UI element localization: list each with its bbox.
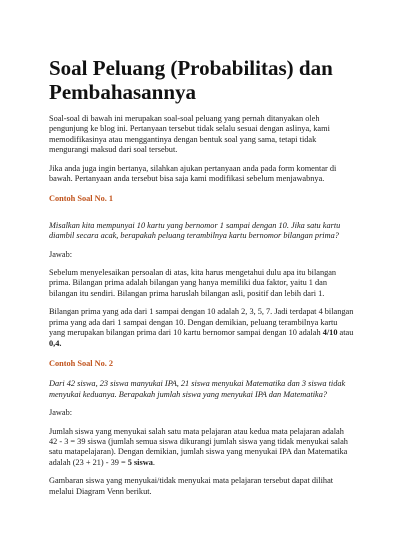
example-1-fraction: 4/10: [322, 328, 338, 338]
example-1-answer-label: Jawab:: [49, 249, 73, 259]
example-2-heading: Contoh Soal No. 2: [49, 358, 114, 368]
example-1-heading: Contoh Soal No. 1: [49, 194, 114, 204]
example-1-conclusion-text: Bilangan prima yang ada dari 1 sampai dengan 10 adalah 2, 3, 5, 7. Jadi terdapat 4 bilangan prima yang ada dari 1 sampai dengan 10. Dengan demikian, peluang terambilnya kartu yang merupakan bilangan prima dari 10 kartu bernomor sampai dengan 10 adalah: [49, 307, 354, 338]
intro-paragraph-2: Jika anda juga ingin bertanya, silahkan ajukan pertanyaan anda pada form komentar di bawah. Pertanyaan anda tersebut bisa saja kami modifikasi sebelum menjawabnya.: [49, 163, 337, 184]
example-2-period: .: [152, 457, 155, 467]
example-1-conclusion: [49, 307, 354, 349]
example-1-explanation: Sebelum menyelesaikan persoalan di atas, kita harus mengetahui dulu apa itu bilangan prima. Bilangan prima adalah bilangan yang hanya memiliki dua faktor, yaitu 1 dan bilangan itu sendiri. Bilangan prima haruslah bilangan asli, positif dan lebih dari 1.: [49, 268, 337, 298]
example-2-result: 5 siswa: [127, 457, 153, 467]
example-2-answer-label: Jawab:: [49, 408, 73, 418]
example-2-question: Dari 42 siswa, 23 siswa manyukai IPA, 21 siswa menyukai Matematika dan 3 siswa tidak menyukai keduanya. Berapakah jumlah siswa yang menyukai IPA dan Matematika?: [49, 379, 346, 399]
page-title: Soal Peluang (Probabilitas) dan Pembahasannya: [49, 56, 333, 104]
example-1-question: Misalkan kita mempunyai 10 kartu yang bernomor 1 sampai dengan 10. Jika satu kartu diambil secara acak, berapakah peluang terambilnya kartu bernomor bilangan prima?: [49, 220, 341, 241]
intro-paragraph-1: Soal-soal di bawah ini merupakan soal-soal peluang yang pernah ditanyakan oleh pengunjung ke blog ini. Pertanyaan tersebut tidak selalu sesuai dengan aslinya, kami memodifikasinya atau menggantinya dengan bentuk soal yang sama, tetapi tidak mengurangi maksud dari soal tersebut.: [49, 114, 330, 155]
example-2-explanation: [49, 427, 354, 469]
example-2-venn-note: Gambaran siswa yang menyukai/tidak menyukai mata pelajaran tersebut dapat dilihat melalui Diagram Venn berikut.: [49, 476, 334, 496]
example-2-explanation-text: Jumlah siswa yang menyukai salah satu mata pelajaran atau kedua mata pelajaran adalah 42 - 3 = 39 siswa (jumlah semua siswa dikurangi jumlah siswa yang tidak menyukai salah satu matapelajaran). Dengan demikian, jumlah siswa yang menyukai IPA dan Matematika adalah (23 + 21) - 39 =: [49, 426, 348, 467]
example-1-decimal: 0,4.: [49, 338, 62, 348]
example-1-connector: atau: [337, 328, 354, 338]
